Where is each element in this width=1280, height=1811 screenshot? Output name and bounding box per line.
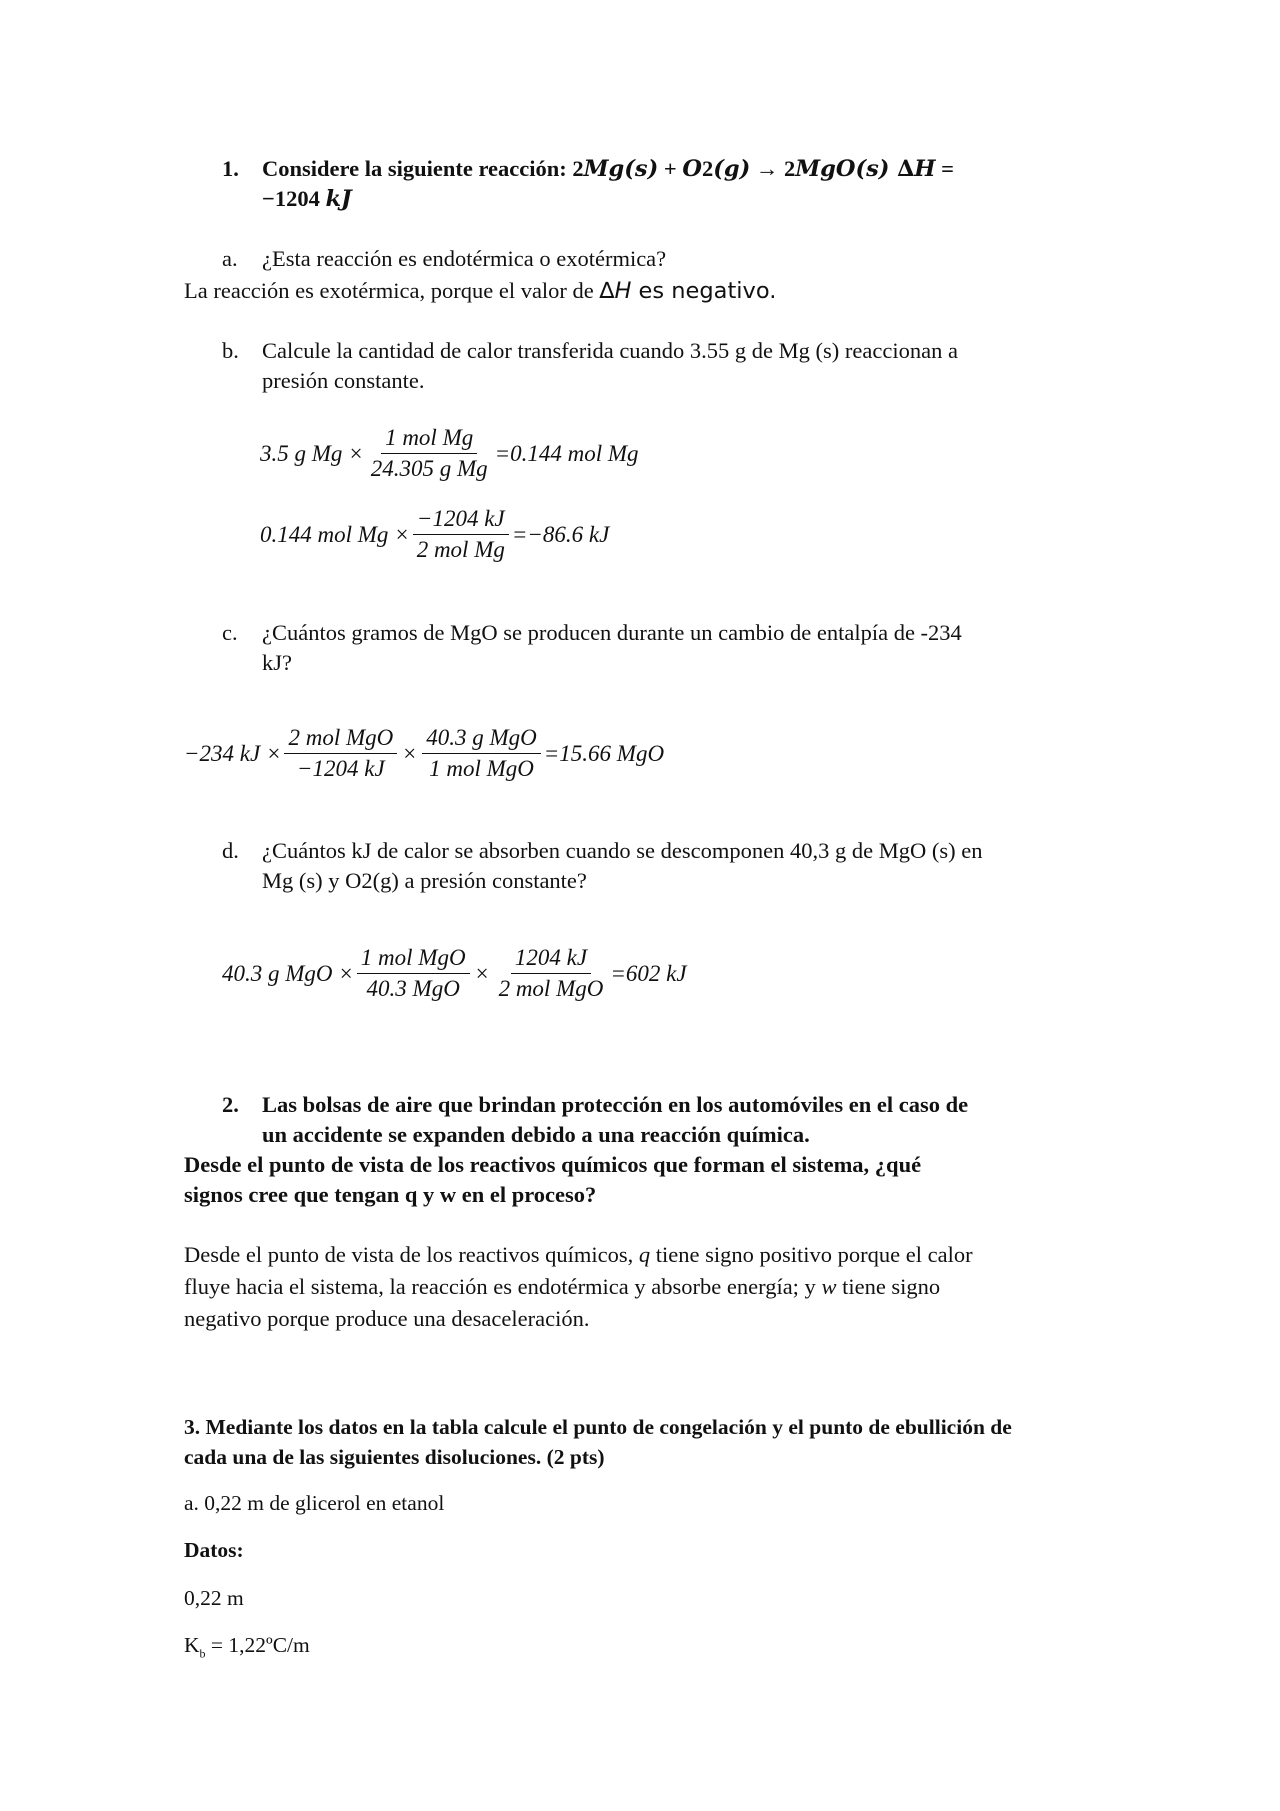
q3-kb-k: K bbox=[184, 1633, 200, 1657]
q1a-answer bbox=[184, 276, 776, 306]
q1c-label: c. bbox=[222, 620, 238, 645]
q2-answer-line1 bbox=[184, 1240, 973, 1270]
q1b-eq2-denominator: 2 mol Mg bbox=[416, 537, 505, 562]
q3-datos-heading: Datos: bbox=[184, 1538, 244, 1562]
q3-kb-sub: b bbox=[199, 1646, 206, 1661]
q1b-eq1-left: 3.5 g Mg × bbox=[260, 440, 364, 466]
q1c-equation bbox=[184, 724, 664, 783]
q1c-eq-denominator-1: −1204 kJ bbox=[297, 756, 385, 781]
q1d-eq-numerator-1: 1 mol MgO bbox=[357, 944, 470, 974]
q1b-eq2-left: 0.144 mol Mg × bbox=[260, 521, 410, 547]
q1b-eq2-numerator: −1204 kJ bbox=[413, 505, 509, 535]
q1-title-text: Considere la siguiente reacción: bbox=[262, 156, 573, 181]
q1c-question bbox=[222, 618, 962, 648]
reaction-mg: Mg(s) bbox=[583, 156, 659, 182]
q1a-question bbox=[222, 244, 666, 274]
q1c-eq-numerator-1: 2 mol MgO bbox=[284, 724, 397, 754]
q3-kb-value: = 1,22ºC/m bbox=[205, 1633, 310, 1657]
q1d-eq-times: × bbox=[475, 960, 489, 986]
q1-number: 1. bbox=[222, 156, 239, 181]
q1d-question bbox=[222, 836, 982, 866]
q1a-answer-delta: ∆ bbox=[599, 278, 615, 304]
q1a-answer-h: H bbox=[614, 278, 632, 304]
reaction-coef-1: 2 bbox=[572, 156, 584, 181]
q1b-eq2-result: =−86.6 kJ bbox=[511, 521, 610, 547]
q1c-eq-fraction-1 bbox=[284, 724, 397, 783]
q1c-eq-times: × bbox=[403, 740, 417, 766]
q1c-eq-fraction-2 bbox=[422, 724, 541, 783]
reaction-o: O bbox=[682, 156, 702, 182]
q2-subquestion-line1: Desde el punto de vista de los reactivos químicos que forman el sistema, ¿qué bbox=[184, 1152, 922, 1177]
q1c-eq-left: −234 kJ × bbox=[184, 740, 282, 766]
q2-answer-line3: negativo porque produce una desaceleración. bbox=[184, 1306, 590, 1331]
q1a-answer-text: La reacción es exotérmica, porque el valor de bbox=[184, 278, 600, 303]
q3-kb bbox=[184, 1630, 310, 1668]
reaction-coef-2: 2 bbox=[783, 156, 796, 181]
q1d-eq-numerator-2: 1204 kJ bbox=[511, 944, 591, 974]
q1b-eq1-denominator: 24.305 g Mg bbox=[370, 456, 488, 481]
q1c-eq-denominator-2: 1 mol MgO bbox=[429, 756, 534, 781]
q2-title-line2: un accidente se expanden debido a una reacción química. bbox=[262, 1122, 810, 1147]
q2-answer-line2 bbox=[184, 1272, 940, 1302]
q1d-label: d. bbox=[222, 838, 239, 863]
q1c-question-line2: kJ? bbox=[262, 650, 292, 675]
q1b-eq1-result: =0.144 mol Mg bbox=[494, 440, 639, 466]
q1d-eq-denominator-2: 2 mol MgO bbox=[498, 976, 604, 1001]
q3-molality: 0,22 m bbox=[184, 1586, 244, 1610]
q1d-eq-fraction-2 bbox=[495, 944, 608, 1003]
q1d-eq-result: =602 kJ bbox=[610, 960, 687, 986]
q1b-question bbox=[222, 336, 958, 366]
q2-number: 2. bbox=[222, 1092, 239, 1117]
q3a-text: a. 0,22 m de glicerol en etanol bbox=[184, 1491, 445, 1515]
q2-answer-text-3: fluye hacia el sistema, la reacción es endotérmica y absorbe energía; y bbox=[184, 1274, 822, 1299]
q2-answer-text-2: tiene signo positivo porque el calor bbox=[650, 1242, 973, 1267]
q2-answer-q: q bbox=[638, 1242, 651, 1267]
q1-title bbox=[222, 154, 954, 184]
q2-answer-text-4: tiene signo bbox=[836, 1274, 941, 1299]
q1a-label: a. bbox=[222, 246, 238, 271]
reaction-gas: (g) bbox=[713, 156, 751, 182]
reaction-delta-h: ∆H bbox=[889, 156, 936, 182]
reaction-enthalpy-value: −1204 bbox=[262, 186, 326, 211]
q1a-question-text: ¿Esta reacción es endotérmica o exotérmica? bbox=[262, 246, 667, 271]
q1d-eq-left: 40.3 g MgO × bbox=[222, 960, 354, 986]
q1b-question-line2: presión constante. bbox=[262, 368, 425, 393]
q2-title-line1: Las bolsas de aire que brindan protección en los automóviles en el caso de bbox=[262, 1092, 969, 1117]
q2-subquestion-line2: signos cree que tengan q y w en el proceso? bbox=[184, 1182, 597, 1207]
q1c-question-line1: ¿Cuántos gramos de MgO se producen durante un cambio de entalpía de -234 bbox=[262, 620, 962, 645]
q1-title-line2 bbox=[262, 184, 352, 214]
q1b-question-line1: Calcule la cantidad de calor transferida cuando 3.55 g de Mg (s) reaccionan a bbox=[262, 338, 958, 363]
q1c-eq-numerator-2: 40.3 g MgO bbox=[422, 724, 541, 754]
q1d-eq-fraction-1 bbox=[357, 944, 470, 1003]
reaction-arrow: → bbox=[750, 156, 784, 181]
q1b-eq1-numerator: 1 mol Mg bbox=[381, 424, 477, 454]
q1b-label: b. bbox=[222, 338, 239, 363]
q3-title-line2: cada una de las siguientes disoluciones. (2 pts) bbox=[184, 1445, 605, 1469]
q1d-eq-denominator-1: 40.3 MgO bbox=[366, 976, 460, 1001]
q2-title bbox=[222, 1090, 968, 1120]
q1d-question-line1: ¿Cuántos kJ de calor se absorben cuando se descomponen 40,3 g de MgO (s) en bbox=[262, 838, 983, 863]
q1c-eq-result: =15.66 MgO bbox=[543, 740, 665, 766]
q1b-eq1-fraction bbox=[367, 424, 492, 483]
reaction-enthalpy-unit: kJ bbox=[325, 186, 352, 212]
q1d-question-line2: Mg (s) y O2(g) a presión constante? bbox=[262, 868, 587, 893]
reaction-o-sub: 2 bbox=[701, 156, 714, 181]
reaction-mgo: MgO(s) bbox=[795, 156, 890, 182]
reaction-plus: + bbox=[658, 156, 683, 181]
q1d-equation bbox=[222, 944, 687, 1003]
q1a-answer-post: es negativo. bbox=[631, 278, 777, 304]
q3-title-line1: 3. Mediante los datos en la tabla calcule el punto de congelación y el punto de ebullición de bbox=[184, 1415, 1012, 1439]
q2-answer-text-1: Desde el punto de vista de los reactivos químicos, bbox=[184, 1242, 639, 1267]
q1b-equation-2 bbox=[260, 505, 609, 564]
q1b-equation-1 bbox=[260, 424, 639, 483]
q2-answer-w: w bbox=[821, 1274, 837, 1299]
q1b-eq2-fraction bbox=[413, 505, 509, 564]
reaction-equals: = bbox=[935, 156, 954, 181]
